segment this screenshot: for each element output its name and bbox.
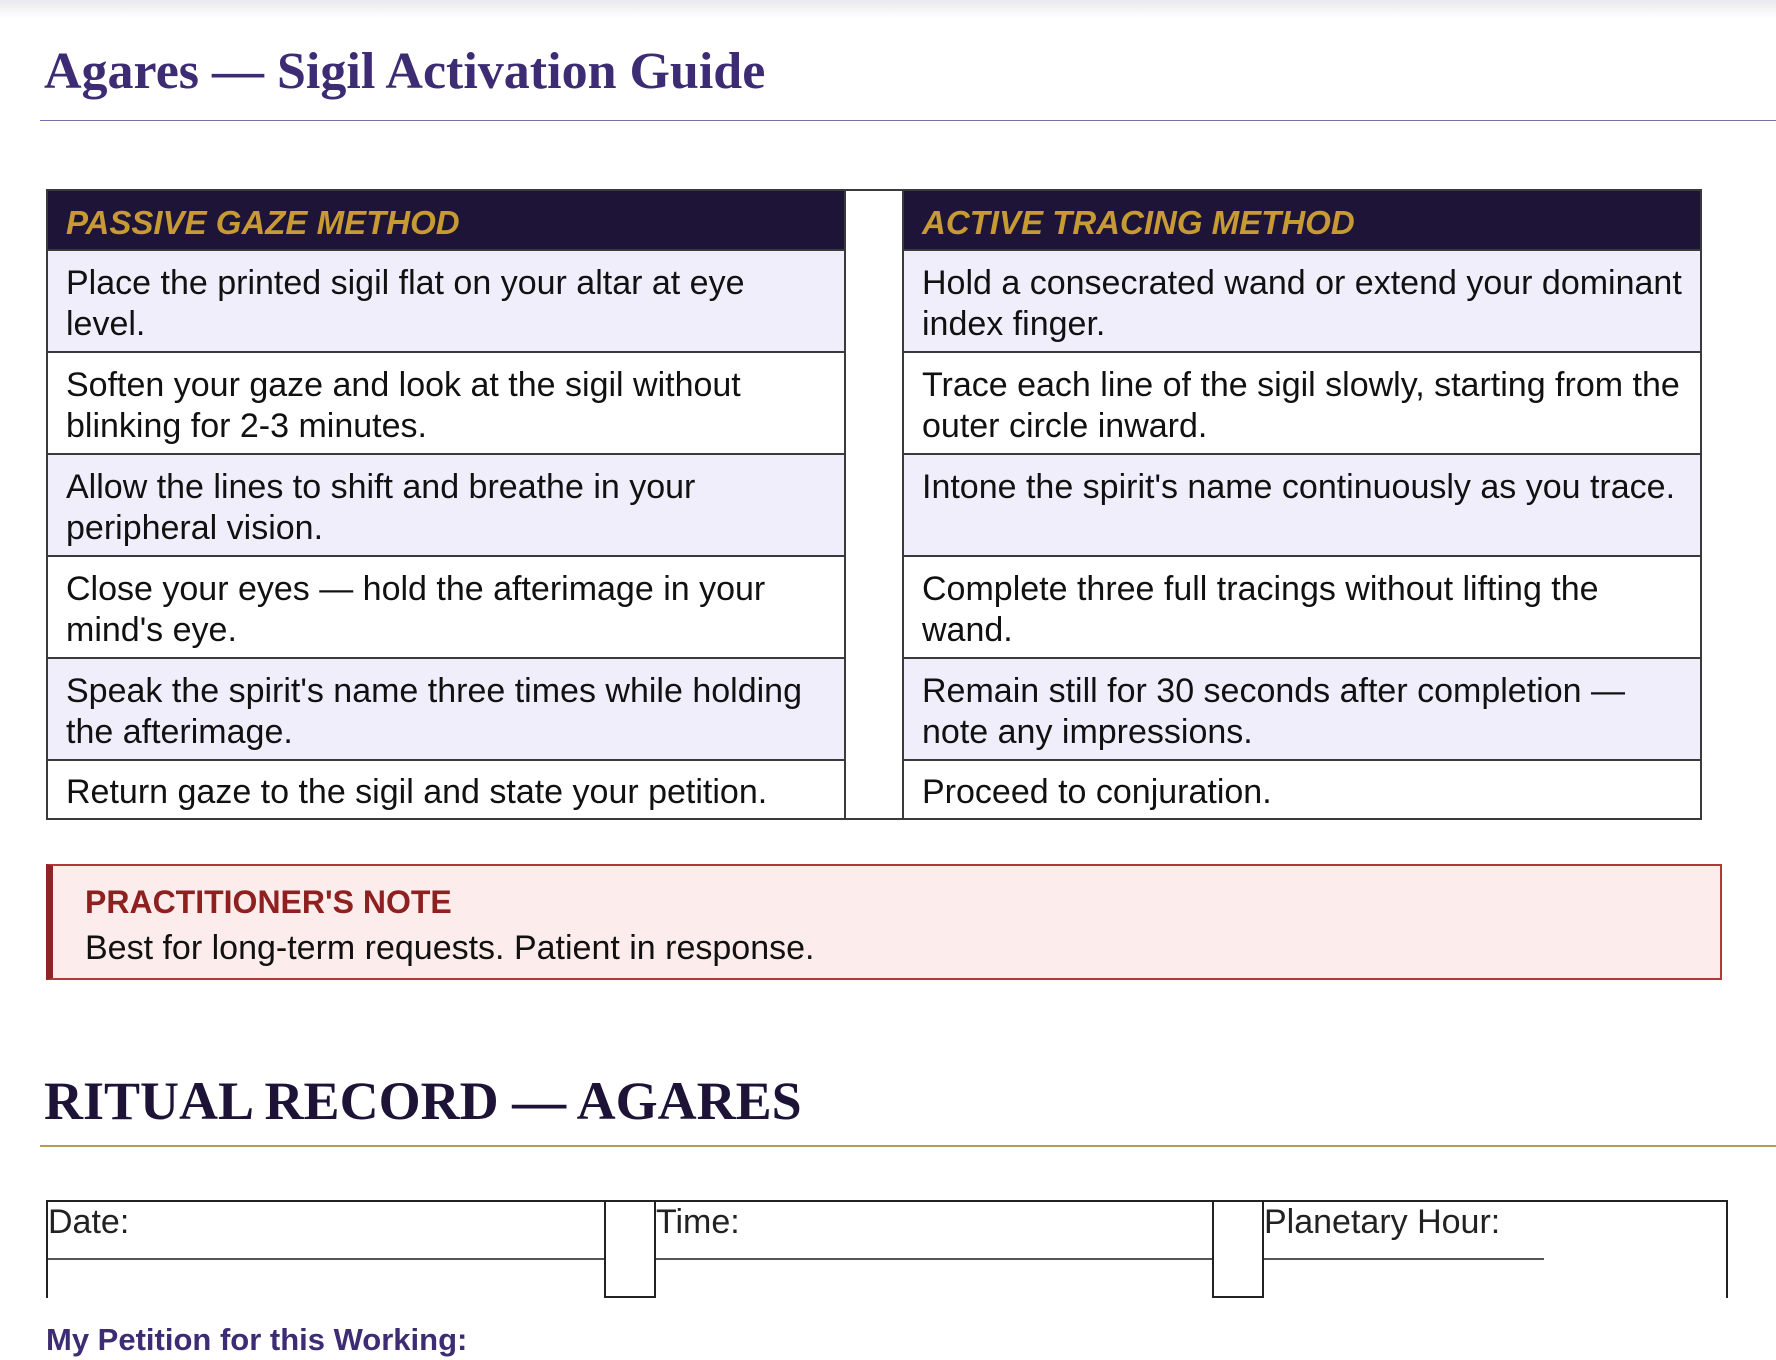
passive-gaze-column (46, 189, 846, 820)
active-step-6: Proceed to conjuration. (904, 759, 1700, 818)
page-title: Agares — Sigil Activation Guide (44, 43, 766, 100)
planetary-hour-label: Planetary Hour: (1264, 1203, 1501, 1241)
planetary-hour-field[interactable] (1262, 1200, 1728, 1298)
field-spacer (606, 1200, 654, 1298)
passive-step-3: Allow the lines to shift and breathe in your peripheral vision. (48, 453, 844, 555)
title-divider (40, 120, 1776, 121)
active-step-1: Hold a consecrated wand or extend your dominant index finger. (904, 249, 1700, 351)
note-text: Best for long-term requests. Patient in response. (85, 929, 815, 967)
record-divider (40, 1145, 1776, 1147)
passive-step-1: Place the printed sigil flat on your altar at eye level. (48, 249, 844, 351)
passive-step-4: Close your eyes — hold the afterimage in your mind's eye. (48, 555, 844, 657)
record-fields (46, 1200, 1728, 1298)
field-spacer (1214, 1200, 1262, 1298)
petition-label: My Petition for this Working: (46, 1322, 468, 1357)
ritual-record-title: RITUAL RECORD — AGARES (44, 1071, 802, 1131)
date-blank-line[interactable] (48, 1256, 604, 1260)
time-blank-line[interactable] (656, 1256, 1212, 1260)
active-step-5: Remain still for 30 seconds after completion — note any impressions. (904, 657, 1700, 759)
active-tracing-heading: ACTIVE TRACING METHOD (904, 191, 1700, 249)
planetary-hour-blank-line[interactable] (1264, 1256, 1544, 1260)
passive-gaze-heading: PASSIVE GAZE METHOD (48, 191, 844, 249)
active-tracing-column (902, 189, 1702, 820)
active-step-4: Complete three full tracings without lifting the wand. (904, 555, 1700, 657)
passive-step-2: Soften your gaze and look at the sigil without blinking for 2-3 minutes. (48, 351, 844, 453)
date-label: Date: (48, 1203, 130, 1241)
active-step-3: Intone the spirit's name continuously as you trace. (904, 453, 1700, 555)
date-field[interactable] (46, 1200, 606, 1298)
passive-step-6: Return gaze to the sigil and state your petition. (48, 759, 844, 818)
practitioner-note (46, 864, 1722, 980)
methods-table (46, 189, 1702, 820)
time-field[interactable] (654, 1200, 1214, 1298)
passive-step-5: Speak the spirit's name three times while holding the afterimage. (48, 657, 844, 759)
top-shade (0, 0, 1776, 18)
time-label: Time: (656, 1203, 740, 1241)
note-label: PRACTITIONER'S NOTE (85, 884, 452, 920)
column-spacer (846, 189, 902, 820)
active-step-2: Trace each line of the sigil slowly, starting from the outer circle inward. (904, 351, 1700, 453)
